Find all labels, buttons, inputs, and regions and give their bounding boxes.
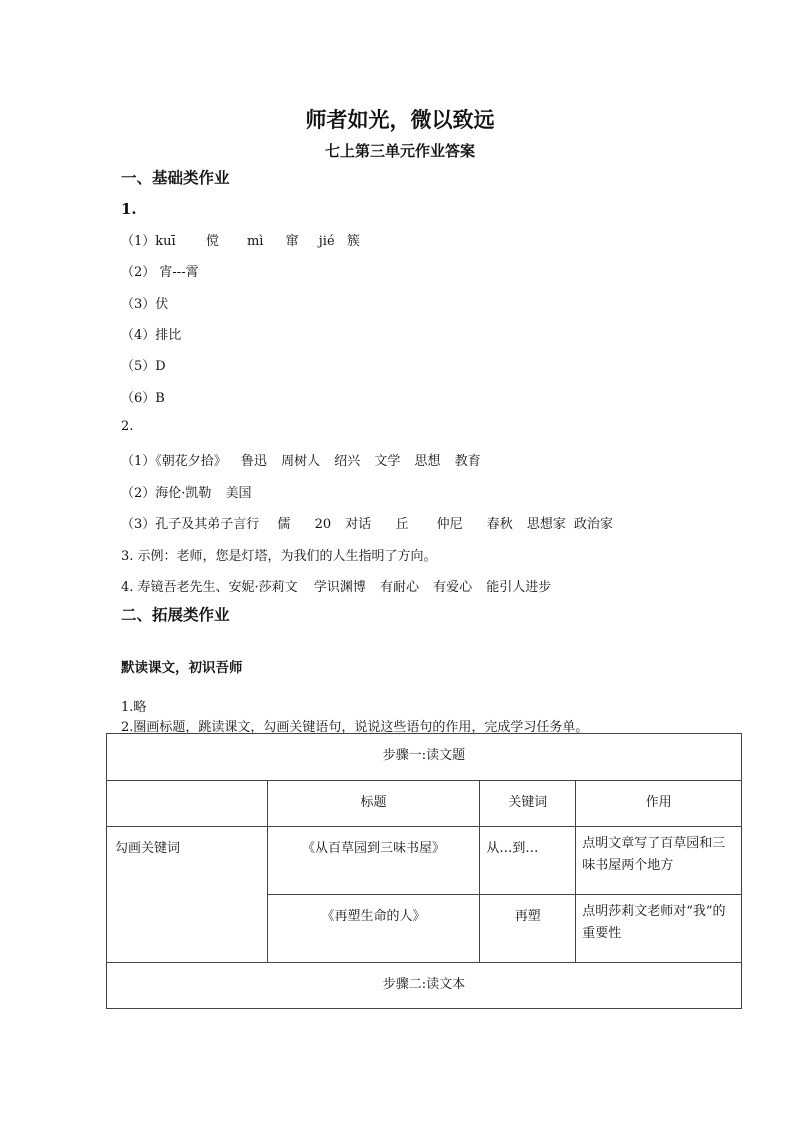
table-row-effect: 点明文章写了百草园和三味书屋两个地方 [576,827,742,895]
q2-item-2-part: （2）海伦·凯勒 [121,486,212,501]
table-row-keyword: 再塑 [480,895,576,963]
document-subtitle: 七上第三单元作业答案 [324,142,475,160]
extended-item-2: 2.圈画标题，跳读课文，勾画关键语句，说说这些语句的作用，完成学习任务单。 [121,720,589,735]
q2-item-3-part: 思想家 [526,517,566,532]
q1-item-1-part: jié [318,234,335,249]
step-1-header: 步骤一:读文题 [107,734,742,781]
q4-part: 4. 寿镜吾老先生、安妮·莎莉文 [121,580,298,595]
q4-part: 有耐心 [379,580,419,595]
q1-item-3: （3）伏 [121,297,169,312]
q1-item-1-part: mì [246,234,264,249]
question-1-label: 1. [121,200,137,218]
q2-item-1-part: 教育 [454,454,481,469]
q2-item-2-part: 美国 [225,486,252,501]
q1-item-1-part: 簇 [346,234,360,249]
q1-item-1 [121,230,360,249]
document-title: 师者如光，微以致远 [305,107,495,132]
q2-item-3-part: 政治家 [574,517,614,532]
step-2-header: 步骤二:读文本 [107,963,742,1009]
empty-header-cell [107,781,268,827]
q4-part: 能引人进步 [486,580,552,595]
question-3: 3. 示例：老师，您是灯塔，为我们的人生指明了方向。 [121,549,437,564]
q2-item-3-part: （3）孔子及其弟子言行 [121,517,260,532]
q2-item-1-part: 周树人 [281,454,321,469]
q2-item-1-part: 文学 [374,454,401,469]
q2-item-1-part: （1）《朝花夕拾》 [121,454,227,469]
q2-item-3 [121,513,613,532]
task-table [106,733,742,1009]
section-heading-basic: 一、基础类作业 [121,168,230,187]
row-label-key-words: 勾画关键词 [107,827,268,963]
column-header-title: 标题 [267,781,480,827]
q2-item-3-part: 丘 [395,517,409,532]
q1-item-2: （2） 宵---霄 [121,265,199,280]
question-2-label: 2. [121,419,134,434]
q2-item-1-part: 鲁迅 [240,454,267,469]
column-header-keyword: 关键词 [480,781,576,827]
q1-item-6: （6）B [121,391,165,406]
q2-item-2 [121,482,252,501]
q2-item-3-part: 20 [314,517,332,532]
q4-part: 学识渊博 [313,580,366,595]
q1-item-1-part: 窜 [285,234,299,249]
q2-item-3-part: 春秋 [486,517,513,532]
table-row-title: 《再塑生命的人》 [267,895,480,963]
q2-item-1-part: 思想 [414,454,441,469]
q2-item-3-part: 仲尼 [436,517,463,532]
q2-item-1 [121,450,481,469]
sub-heading: 默读课文，初识吾师 [121,660,243,676]
q2-item-3-part: 对话 [345,517,372,532]
q1-item-5: （5）D [121,359,166,374]
q2-item-3-part: 儒 [277,517,291,532]
column-header-effect: 作用 [576,781,742,827]
q1-item-1-part: 傥 [205,234,219,249]
question-4 [121,576,551,595]
table-row-effect: 点明莎莉文老师对“我”的重要性 [576,895,742,963]
section-heading-extended: 二、拓展类作业 [121,605,230,624]
q1-item-4: （4）排比 [121,328,182,343]
table-row-title: 《从百草园到三味书屋》 [267,827,480,895]
table-row-keyword: 从…到… [480,827,576,895]
extended-item-1: 1.略 [121,700,147,715]
q1-item-1-part: （1）kuī [121,234,176,249]
q4-part: 有爱心 [433,580,473,595]
q2-item-1-part: 绍兴 [334,454,361,469]
